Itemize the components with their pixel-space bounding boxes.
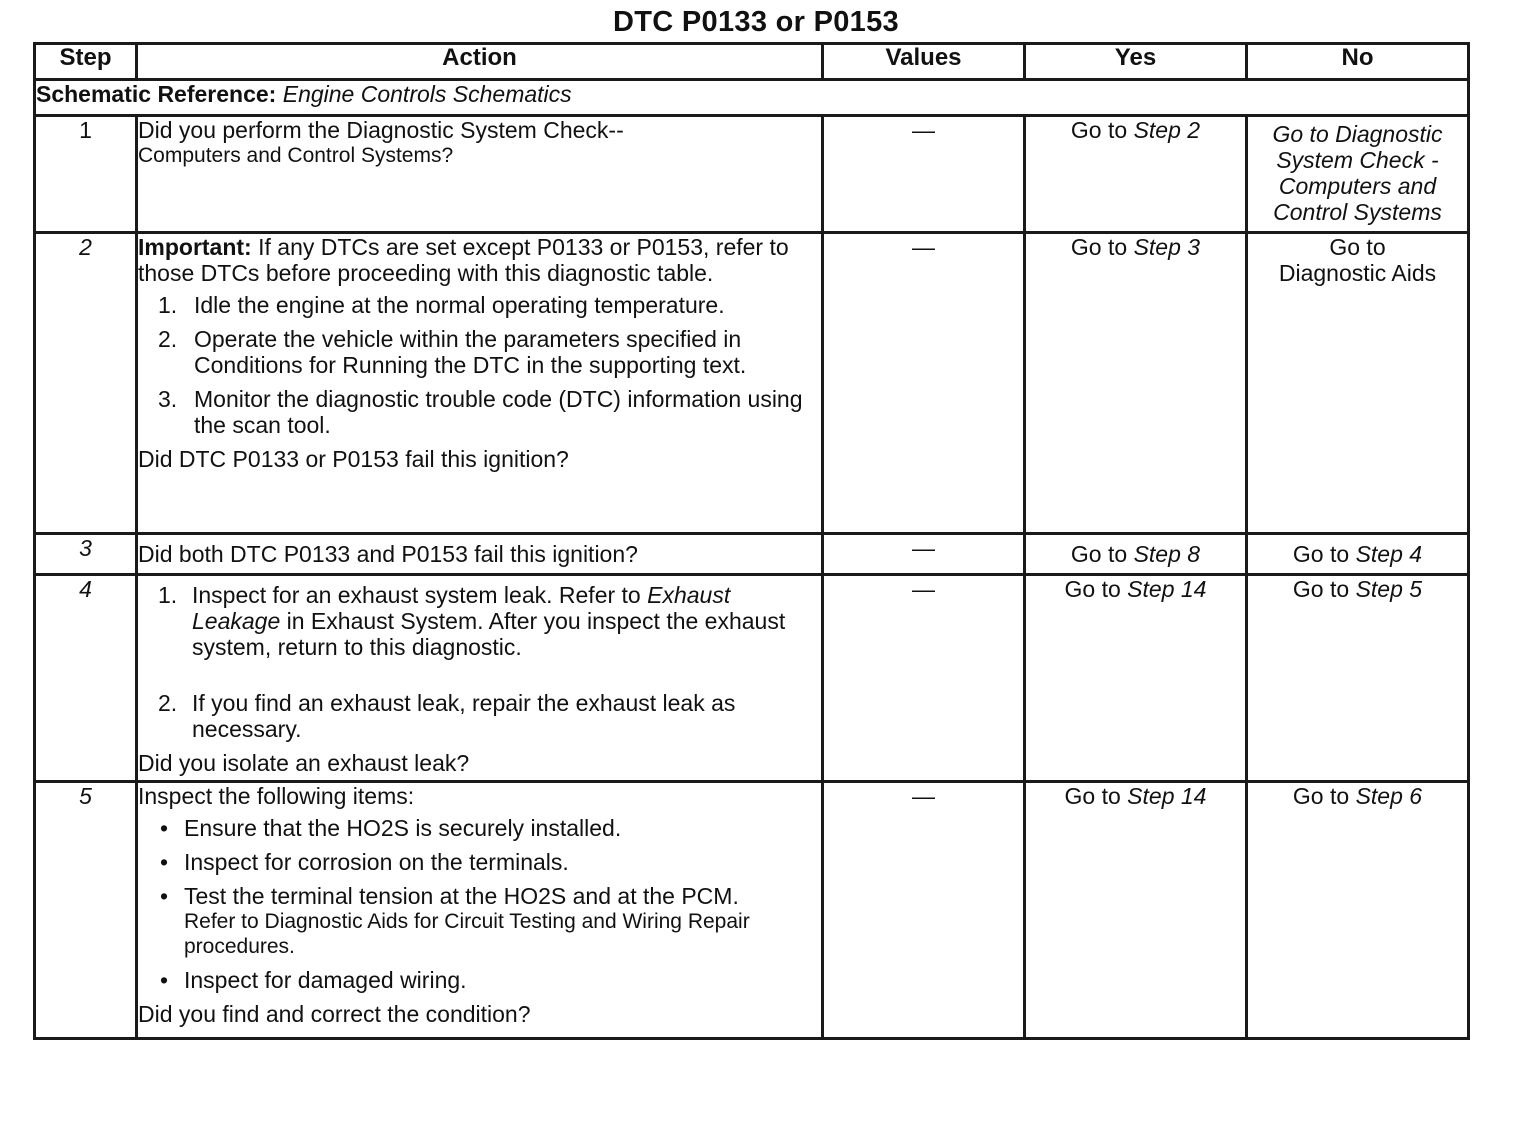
action-cell — [137, 782, 823, 1039]
list-text: Inspect for corrosion on the terminals. — [184, 849, 569, 875]
yes-step-link[interactable]: Step 2 — [1133, 117, 1201, 143]
procedure-list — [138, 582, 821, 742]
diagnostic-table — [33, 42, 1470, 1040]
list-subnote: Refer to Diagnostic Aids for Circuit Testing and Wiring Repair procedures. — [184, 910, 750, 958]
no-cell — [1247, 782, 1469, 1039]
step-number: 1 — [35, 116, 137, 233]
no-prefix: Go to — [1292, 576, 1350, 602]
question-text: Did both DTC P0133 and P0153 fail this ignition? — [137, 534, 823, 575]
header-yes: Yes — [1025, 44, 1247, 80]
list-text: Ensure that the HO2S is securely installed. — [184, 815, 622, 841]
step-number: 3 — [35, 534, 137, 575]
list-number: 2. — [158, 326, 178, 352]
list-text: Idle the engine at the normal operating temperature. — [194, 292, 725, 318]
yes-step-link[interactable]: Step 14 — [1127, 783, 1207, 809]
table-row — [35, 233, 1469, 534]
schematic-reference-row — [35, 80, 1469, 116]
list-number: 1. — [158, 292, 178, 318]
step-number: 4 — [35, 575, 137, 782]
list-item — [138, 849, 821, 875]
question-text: Did you isolate an exhaust leak? — [138, 750, 470, 776]
list-text: Inspect for damaged wiring. — [184, 967, 467, 993]
list-text: Inspect for an exhaust system leak. Refer to — [192, 582, 641, 608]
step-number: 5 — [35, 782, 137, 1039]
yes-cell — [1025, 575, 1247, 782]
yes-cell — [1025, 534, 1247, 575]
question-text: Did DTC P0133 or P0153 fail this ignition? — [138, 446, 569, 472]
schematic-reference-label: Schematic Reference: — [36, 81, 277, 107]
bullet-mark: • — [160, 815, 169, 841]
important-text: If any DTCs are set except P0133 or P0153, refer to those DTCs before proceeding with this diagnostic table. — [138, 234, 789, 286]
yes-prefix: Go to — [1070, 117, 1128, 143]
values-cell: — — [823, 116, 1025, 233]
no-cell — [1247, 575, 1469, 782]
no-prefix: Go to — [1329, 234, 1386, 260]
table-row — [35, 782, 1469, 1039]
no-step-link[interactable]: Step 5 — [1355, 576, 1423, 602]
yes-prefix: Go to — [1064, 783, 1121, 809]
list-item — [138, 815, 821, 841]
table-row — [35, 575, 1469, 782]
no-step-link[interactable]: Step 6 — [1355, 783, 1423, 809]
bullet-mark: • — [160, 967, 169, 993]
list-number: 1. — [158, 582, 178, 608]
table-row — [35, 534, 1469, 575]
action-cell — [137, 233, 823, 534]
yes-step-link[interactable]: Step 14 — [1127, 576, 1207, 602]
important-note — [138, 234, 821, 286]
yes-cell — [1025, 782, 1247, 1039]
header-row — [35, 44, 1469, 80]
list-text: If you find an exhaust leak, repair the exhaust leak as necessary. — [192, 690, 736, 742]
yes-cell — [1025, 233, 1247, 534]
yes-cell — [1025, 116, 1247, 233]
header-action: Action — [137, 44, 823, 80]
no-cell — [1247, 534, 1469, 575]
yes-step-link[interactable]: Step 8 — [1133, 541, 1201, 567]
yes-prefix: Go to — [1064, 576, 1121, 602]
list-text: Operate the vehicle within the parameters specified in Conditions for Running the DTC in the supporting text. — [194, 326, 747, 378]
list-item — [138, 582, 821, 660]
procedure-list — [138, 292, 821, 438]
schematic-reference — [35, 80, 1469, 116]
bullet-mark: • — [160, 883, 169, 909]
list-item — [138, 326, 821, 378]
action-cell — [137, 575, 823, 782]
table-row — [35, 116, 1469, 233]
values-cell: — — [823, 534, 1025, 575]
list-item — [138, 292, 821, 318]
schematic-reference-link[interactable]: Engine Controls Schematics — [282, 81, 572, 107]
exhaust-leakage-link[interactable]: Exhaust Leakage — [192, 582, 731, 634]
action-text: Did you perform the Diagnostic System Check-- — [138, 117, 624, 143]
no-cell — [1247, 116, 1469, 233]
no-prefix: Go to — [1292, 541, 1350, 567]
list-number: 3. — [158, 386, 178, 412]
yes-prefix: Go to — [1070, 541, 1128, 567]
question-text: Did you find and correct the condition? — [138, 1001, 531, 1027]
page-title: DTC P0133 or P0153 — [613, 6, 899, 38]
list-item — [138, 883, 821, 959]
values-cell: — — [823, 782, 1025, 1039]
values-cell: — — [823, 575, 1025, 782]
bullet-mark: • — [160, 849, 169, 875]
action-cell — [137, 116, 823, 233]
inspection-list — [138, 815, 821, 993]
no-cell — [1247, 233, 1469, 534]
list-number: 2. — [158, 690, 178, 716]
no-link[interactable]: Go to Diagnostic System Check - Computers and Control Systems — [1272, 121, 1443, 225]
list-text: Monitor the diagnostic trouble code (DTC) information using the scan tool. — [194, 386, 803, 438]
header-step: Step — [35, 44, 137, 80]
yes-prefix: Go to — [1070, 234, 1128, 260]
no-link[interactable]: Diagnostic Aids — [1278, 260, 1437, 286]
list-text: Test the terminal tension at the HO2S and at the PCM. — [184, 883, 739, 909]
yes-step-link[interactable]: Step 3 — [1133, 234, 1201, 260]
no-step-link[interactable]: Step 4 — [1355, 541, 1423, 567]
list-item — [138, 386, 821, 438]
action-text: Computers and Control Systems? — [138, 144, 454, 167]
list-item — [138, 690, 821, 742]
header-no: No — [1247, 44, 1469, 80]
values-cell: — — [823, 233, 1025, 534]
important-label: Important: — [138, 234, 252, 260]
list-text: in Exhaust System. After you inspect the exhaust system, return to this diagnostic. — [192, 608, 786, 660]
header-values: Values — [823, 44, 1025, 80]
no-prefix: Go to — [1292, 783, 1350, 809]
list-item — [138, 967, 821, 993]
intro-text: Inspect the following items: — [138, 783, 415, 809]
step-number: 2 — [35, 233, 137, 534]
